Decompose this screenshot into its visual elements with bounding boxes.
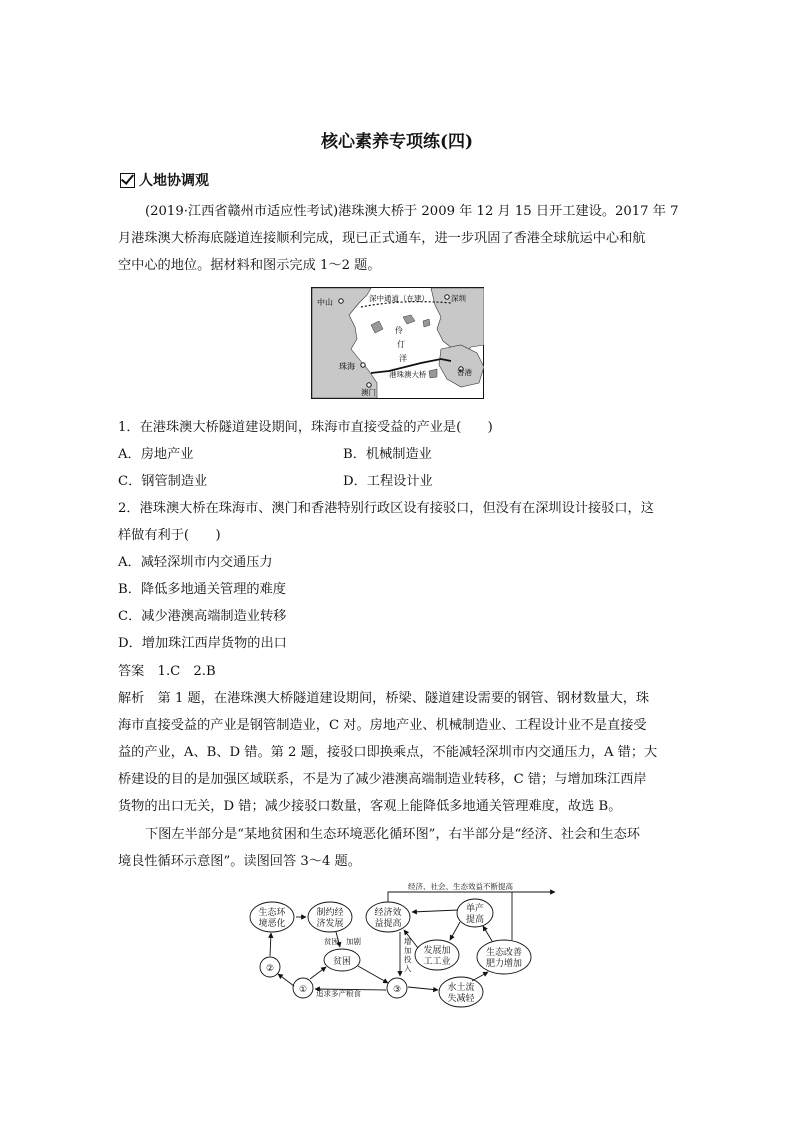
intro2-line2: 境良性循环示意图”。读图回答 3～4 题。 xyxy=(118,854,361,869)
cycle-invest-2: 加 xyxy=(404,946,412,955)
answer: 答案 1.C 2.B xyxy=(118,664,216,679)
cycle-invest-3: 投 xyxy=(404,955,412,964)
analysis-line5: 货物的出口无关，D 错；减少接驳口数量，客观上能降低多地通关管理难度，故选 B。 xyxy=(118,799,622,814)
cycle-eco-improve-1: 生态改善 xyxy=(485,948,523,958)
analysis-line1: 解析 第 1 题，在港珠澳大桥隧道建设期间，桥梁、隧道建设需要的钢管、钢材数量大，珠 xyxy=(118,691,650,706)
q2-option-c: C．减少港澳高端制造业转移 xyxy=(118,609,287,624)
cycle-eco-worse-1: 生态环 xyxy=(258,908,286,918)
cycle-n2: ② xyxy=(265,964,275,974)
q1-option-c: C．钢管制造业 xyxy=(118,474,208,489)
map-figure xyxy=(311,287,484,399)
cycle-n3: ③ xyxy=(392,985,402,995)
cycle-develop-2: 工工业 xyxy=(423,957,451,967)
cycle-poverty-label: 贫困 xyxy=(324,937,339,946)
q1-stem: 1．在港珠澳大桥隧道建设期间，珠海市直接受益的产业是( ) xyxy=(118,420,493,435)
map-label-zhongshan: 中山 xyxy=(317,298,333,307)
section-label: 人地协调观 xyxy=(139,173,209,189)
map-label-hongkong: 香港 xyxy=(457,368,472,377)
cycle-econ-benefit-2: 益提高 xyxy=(374,919,402,929)
map-label-sea-1: 伶 xyxy=(395,326,403,335)
map-label-tunnel: 深中通道（在建） xyxy=(369,294,429,303)
analysis-line2: 海市直接受益的产业是钢管制造业，C 对。房地产业、机械制造业、工程设计业不是直接受 xyxy=(118,718,647,733)
cycle-worsen-label: 加剧 xyxy=(346,937,361,946)
cycle-pursue-label: 追求多产粮食 xyxy=(316,989,361,998)
map-label-zhuhai: 珠海 xyxy=(339,362,355,371)
q1-option-a: A．房地产业 xyxy=(118,447,194,462)
cycle-erosion-2: 失减轻 xyxy=(447,994,475,1004)
cycle-eco-improve-2: 肥力增加 xyxy=(485,959,523,969)
cycle-econ-benefit-1: 经济效 xyxy=(374,908,402,918)
cycle-yield-2: 提高 xyxy=(465,915,485,925)
q2-option-b: B．降低多地通关管理的难度 xyxy=(118,582,286,597)
analysis-line3: 益的产业，A、B、D 错。第 2 题，接驳口即换乘点，不能减轻深圳市内交通压力，A 错；大 xyxy=(118,745,658,760)
cycle-poverty: 贫困 xyxy=(332,957,352,967)
cycle-diagram xyxy=(240,880,560,1008)
cycle-develop-1: 发展加 xyxy=(423,946,451,956)
map-label-sea-2: 仃 xyxy=(397,340,405,349)
q1-option-d: D．工程设计业 xyxy=(343,474,433,489)
page-title: 核心素养专项练(四) xyxy=(320,132,474,152)
intro2-line1: 下图左半部分是“某地贫困和生态环境恶化循环图”，右半部分是“经济、社会和生态环 xyxy=(145,827,640,842)
q2-stem-line2: 样做有利于( ) xyxy=(118,528,221,543)
q2-stem-line1: 2．港珠澳大桥在珠海市、澳门和香港特别行政区设有接驳口，但没有在深圳设计接驳口，这 xyxy=(118,501,654,516)
checkbox-icon xyxy=(120,173,135,188)
cycle-invest-4: 入 xyxy=(404,964,412,973)
q1-option-b: B．机械制造业 xyxy=(343,447,432,462)
map-label-shenzhen: 深圳 xyxy=(451,294,466,303)
map-label-sea-3: 洋 xyxy=(399,354,407,363)
intro1-line2: 月港珠澳大桥海底隧道连接顺利完成，现已正式通车，进一步巩固了香港全球航运中心和航 xyxy=(118,231,646,246)
intro1-line1: (2019·江西省赣州市适应性考试)港珠澳大桥于 2009 年 12 月 15 日开工建设。2017 年 7 xyxy=(145,204,679,219)
intro1-line3: 空中心的地位。据材料和图示完成 1～2 题。 xyxy=(118,258,381,273)
map-label-macau: 澳门 xyxy=(361,388,376,397)
analysis-line4: 桥建设的目的是加强区域联系，不是为了减少港澳高端制造业转移，C 错；与增加珠江西岸 xyxy=(118,772,647,787)
q2-option-a: A．减轻深圳市内交通压力 xyxy=(118,555,273,570)
cycle-n1: ① xyxy=(298,985,308,995)
cycle-restrict-1: 制约经 xyxy=(316,908,344,918)
cycle-restrict-2: 济发展 xyxy=(316,919,344,929)
map-label-bridge: 港珠澳大桥 xyxy=(389,370,427,379)
cycle-eco-worse-2: 境恶化 xyxy=(258,919,286,929)
q2-option-d: D．增加珠江西岸货物的出口 xyxy=(118,636,287,651)
cycle-erosion-1: 水土流 xyxy=(447,983,475,993)
cycle-top-label: 经济、社会、生态效益不断提高 xyxy=(408,882,513,891)
cycle-yield-1: 单产 xyxy=(465,904,485,914)
section-heading xyxy=(120,170,209,190)
cycle-invest-1: 增 xyxy=(404,937,412,946)
